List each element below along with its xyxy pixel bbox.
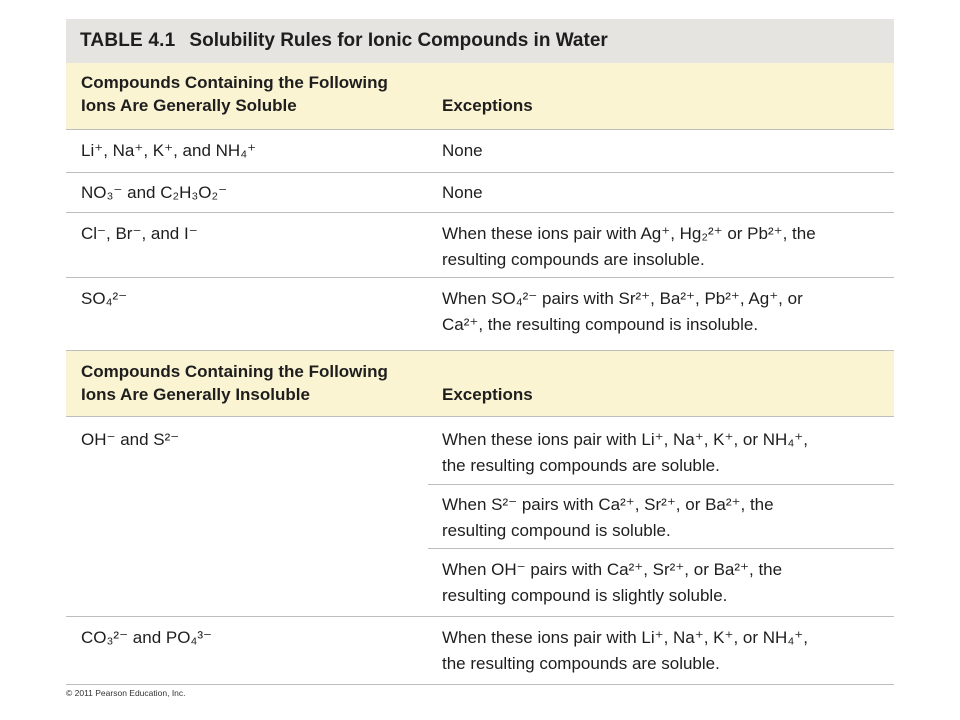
exception-line: Ca²⁺, the resulting compound is insoluble. xyxy=(442,315,759,334)
exception-line: When OH⁻ pairs with Ca²⁺, Sr²⁺, or Ba²⁺, the xyxy=(442,560,783,580)
soluble-header xyxy=(66,63,894,130)
exception-line: When SO₄²⁻ pairs with Sr²⁺, Ba²⁺, Pb²⁺, Ag⁺, or xyxy=(442,289,803,308)
ions-cell: OH⁻ and S²⁻ xyxy=(81,430,180,449)
table-label: TABLE 4.1 xyxy=(80,30,176,51)
exception-cell: None xyxy=(442,182,483,202)
exception-cell xyxy=(428,417,894,616)
solubility-table xyxy=(66,19,894,685)
ions-cell: Cl⁻, Br⁻, and I⁻ xyxy=(81,224,198,243)
exception-subrow xyxy=(428,485,894,550)
table-row xyxy=(66,130,894,173)
ions-cell: SO₄²⁻ xyxy=(81,289,128,308)
table-row xyxy=(66,278,894,351)
insoluble-header-line2: Ions Are Generally Insoluble xyxy=(81,385,310,404)
insoluble-header-line1: Compounds Containing the Following xyxy=(81,362,388,381)
exception-line: resulting compound is soluble. xyxy=(442,520,671,540)
exception-line: resulting compound is slightly soluble. xyxy=(442,586,728,606)
exception-line: resulting compounds are insoluble. xyxy=(442,250,705,269)
table-row xyxy=(66,173,894,213)
table-row xyxy=(66,617,894,685)
ions-cell: Li⁺, Na⁺, K⁺, and NH₄⁺ xyxy=(81,141,257,160)
soluble-header-col2: Exceptions xyxy=(442,96,533,115)
insoluble-header-col2: Exceptions xyxy=(442,385,533,404)
exception-subrow xyxy=(428,417,894,485)
copyright-notice: © 2011 Pearson Education, Inc. xyxy=(66,688,186,698)
exception-line: When S²⁻ pairs with Ca²⁺, Sr²⁺, or Ba²⁺, the xyxy=(442,494,774,514)
insoluble-header-col1 xyxy=(66,351,428,416)
exception-line: the resulting compounds are soluble. xyxy=(442,456,720,475)
table-row xyxy=(66,213,894,278)
exception-cell: None xyxy=(442,141,483,160)
exception-cell xyxy=(428,625,894,684)
exception-line: When these ions pair with Li⁺, Na⁺, K⁺, or NH₄⁺, xyxy=(442,628,808,647)
soluble-header-line2: Ions Are Generally Soluble xyxy=(81,96,297,115)
soluble-header-line1: Compounds Containing the Following xyxy=(81,73,388,92)
ions-cell: CO₃²⁻ and PO₄³⁻ xyxy=(81,628,213,647)
table-title: Solubility Rules for Ionic Compounds in Water xyxy=(189,30,608,51)
insoluble-header xyxy=(66,351,894,417)
exception-cell xyxy=(428,286,894,350)
ions-cell: NO₃⁻ and C₂H₃O₂⁻ xyxy=(81,182,228,202)
exception-line: When these ions pair with Ag⁺, Hg₂²⁺ or Pb²⁺, the xyxy=(442,224,816,243)
exception-subrow xyxy=(428,549,894,616)
exception-line: the resulting compounds are soluble. xyxy=(442,654,720,673)
exception-line: When these ions pair with Li⁺, Na⁺, K⁺, or NH₄⁺, xyxy=(442,430,808,449)
exception-cell xyxy=(428,221,894,277)
table-title-bar xyxy=(66,19,894,63)
soluble-header-col1 xyxy=(66,63,428,129)
table-row xyxy=(66,417,894,617)
